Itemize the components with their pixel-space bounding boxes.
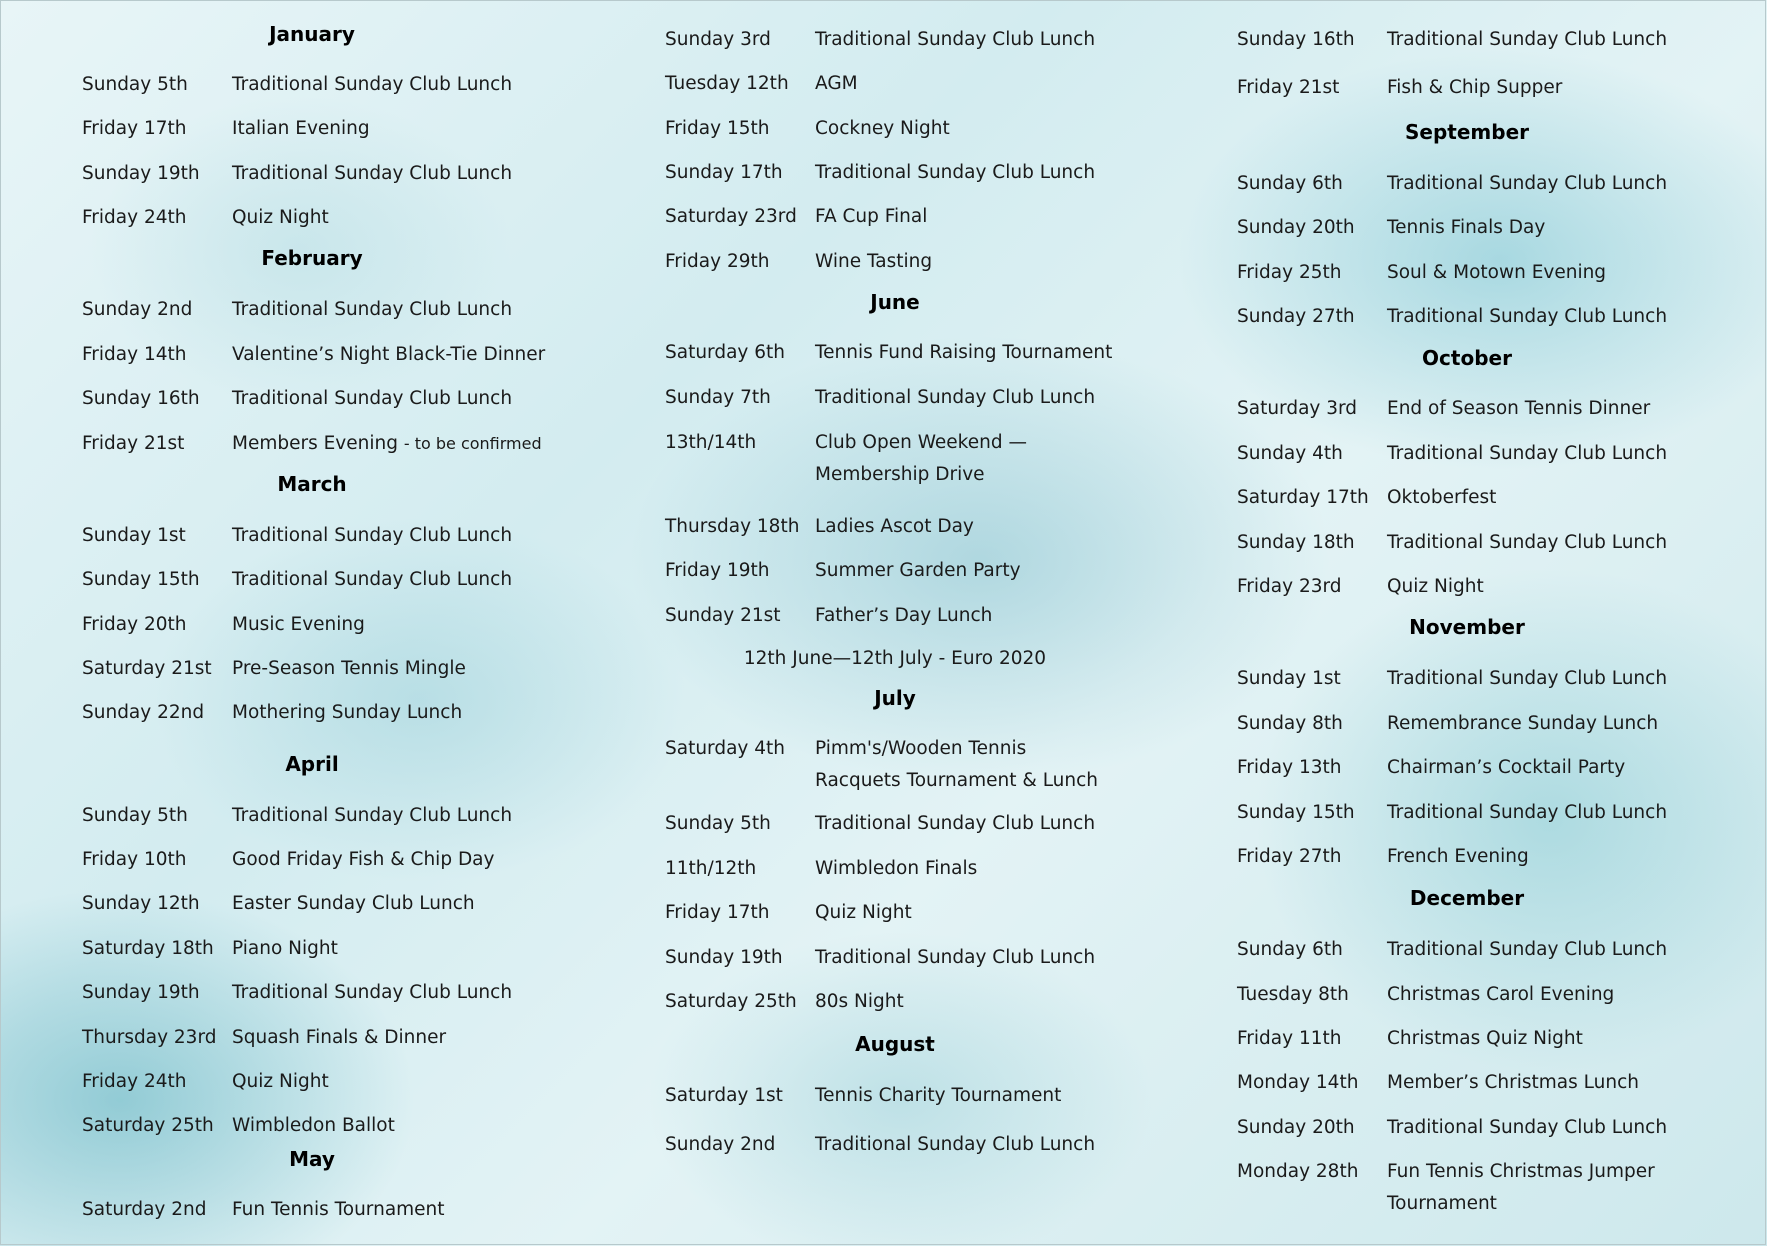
event-row [665, 733, 1125, 791]
event-title-text: Chairman’s Cocktail Party [1387, 757, 1626, 778]
event-date: Monday 28th [1237, 1161, 1359, 1182]
event-date: Sunday 3rd [665, 29, 771, 50]
event-title [232, 69, 512, 101]
event-row [82, 339, 546, 369]
event-row [1237, 1156, 1697, 1214]
event-title-text: Pimm's/Wooden Tennis [815, 738, 1027, 759]
event-row [665, 201, 1125, 231]
event-title [815, 113, 950, 145]
event-row [1237, 301, 1697, 331]
event-date: Friday 25th [1237, 262, 1342, 283]
event-title [232, 339, 545, 371]
event-title-text: Piano Night [232, 938, 338, 959]
event-date: Friday 23rd [1237, 576, 1342, 597]
event-date: Friday 21st [82, 433, 185, 454]
event-title-text: Music Evening [232, 614, 365, 635]
event-title-text: Quiz Night [232, 207, 329, 228]
event-title [232, 697, 462, 729]
event-row [82, 202, 542, 232]
event-row [82, 1194, 542, 1224]
event-title-text: Traditional Sunday Club Lunch [1387, 802, 1668, 823]
event-title [815, 733, 1098, 797]
event-title-text: Wimbledon Ballot [232, 1115, 395, 1136]
event-title [232, 1066, 329, 1098]
event-date: Friday 14th [82, 344, 187, 365]
section-note: 12th June—12th July - Euro 2020 [743, 648, 1047, 669]
event-row [1237, 663, 1697, 693]
month-heading: December [1409, 886, 1525, 910]
event-date: 13th/14th [665, 432, 757, 453]
event-title [232, 844, 494, 876]
event-row [82, 1110, 542, 1140]
event-title-text: End of Season Tennis Dinner [1387, 398, 1651, 419]
event-title-text: Mothering Sunday Lunch [232, 702, 463, 723]
event-title [815, 853, 977, 885]
event-date: Sunday 16th [1237, 29, 1355, 50]
event-title [1387, 212, 1545, 244]
event-title-text: Squash Finals & Dinner [232, 1027, 447, 1048]
event-title-text: Member’s Christmas Lunch [1387, 1072, 1639, 1093]
event-row [82, 1066, 542, 1096]
event-title [815, 1129, 1095, 1161]
event-date: Sunday 5th [665, 813, 771, 834]
event-title-text: Good Friday Fish & Chip Day [232, 849, 495, 870]
event-date: Friday 19th [665, 560, 770, 581]
event-title-text: Quiz Night [1387, 576, 1484, 597]
event-title-text: Ladies Ascot Day [815, 516, 974, 537]
event-title [1387, 301, 1667, 333]
month-heading: January [269, 22, 355, 46]
event-row [665, 382, 1125, 412]
event-title-text: Traditional Sunday Club Lunch [232, 299, 513, 320]
event-title-text: Traditional Sunday Club Lunch [232, 163, 513, 184]
event-title-line2: Tournament [1387, 1193, 1497, 1214]
event-title [232, 1110, 395, 1142]
event-title-text: Summer Garden Party [815, 560, 1021, 581]
event-title-text: Wimbledon Finals [815, 858, 978, 879]
event-row [82, 428, 542, 458]
event-row [1237, 438, 1697, 468]
event-title-text: Traditional Sunday Club Lunch [1387, 29, 1668, 50]
event-title-line2: Membership Drive [815, 464, 985, 485]
event-title [232, 202, 329, 234]
event-title-text: Italian Evening [232, 118, 370, 139]
event-date: Sunday 15th [82, 569, 200, 590]
month-heading: June [870, 290, 920, 314]
event-title-text: Father’s Day Lunch [815, 605, 993, 626]
event-title [232, 520, 512, 552]
event-row [1237, 212, 1697, 242]
event-row [665, 157, 1125, 187]
event-title-text: Fun Tennis Christmas Jumper [1387, 1161, 1655, 1182]
event-title [815, 511, 974, 543]
event-title [1387, 1023, 1583, 1055]
event-title [815, 808, 1095, 840]
event-title [1387, 393, 1650, 425]
event-title-text: Traditional Sunday Club Lunch [815, 1134, 1096, 1155]
event-date: Sunday 22nd [82, 702, 205, 723]
event-date: Sunday 15th [1237, 802, 1355, 823]
event-title [1387, 1112, 1667, 1144]
event-date: Sunday 21st [665, 605, 781, 626]
event-title-text: Traditional Sunday Club Lunch [1387, 1117, 1668, 1138]
event-row [82, 294, 542, 324]
event-date: Sunday 16th [82, 388, 200, 409]
event-title [815, 600, 992, 632]
event-row [82, 697, 542, 727]
event-date: 11th/12th [665, 858, 757, 879]
event-date: Sunday 6th [1237, 939, 1343, 960]
event-row [1237, 841, 1697, 871]
event-date: Friday 29th [665, 251, 770, 272]
event-date: Sunday 20th [1237, 217, 1355, 238]
event-title-text: Christmas Carol Evening [1387, 984, 1615, 1005]
event-date: Tuesday 12th [665, 73, 789, 94]
event-date: Sunday 18th [1237, 532, 1355, 553]
event-date: Friday 15th [665, 118, 770, 139]
event-row [1237, 393, 1697, 423]
event-title-text: Cockney Night [815, 118, 950, 139]
event-title-text: Fish & Chip Supper [1387, 77, 1563, 98]
event-title [815, 68, 858, 100]
event-row [1237, 168, 1697, 198]
event-title [1387, 841, 1529, 873]
event-date: Friday 21st [1237, 77, 1340, 98]
month-heading: April [285, 752, 339, 776]
event-title [1387, 708, 1658, 740]
event-date: Friday 24th [82, 1071, 187, 1092]
event-title-text: Traditional Sunday Club Lunch [232, 388, 513, 409]
event-row [82, 113, 542, 143]
event-date: Sunday 12th [82, 893, 200, 914]
event-date: Friday 27th [1237, 846, 1342, 867]
event-title-text: Valentine’s Night Black-Tie Dinner [232, 344, 546, 365]
event-title-text: Tennis Fund Raising Tournament [815, 342, 1113, 363]
event-row [82, 888, 542, 918]
event-title [232, 1194, 445, 1226]
event-row [82, 800, 542, 830]
event-date: Tuesday 8th [1237, 984, 1349, 1005]
event-date: Saturday 4th [665, 738, 785, 759]
event-date: Sunday 5th [82, 74, 188, 95]
event-title [232, 933, 338, 965]
event-title-text: Traditional Sunday Club Lunch [1387, 668, 1668, 689]
month-heading: May [289, 1147, 335, 1171]
event-title-text: Traditional Sunday Club Lunch [1387, 532, 1668, 553]
event-date: Sunday 19th [82, 163, 200, 184]
event-date: Sunday 7th [665, 387, 771, 408]
event-date: Sunday 8th [1237, 713, 1343, 734]
event-row [665, 68, 1125, 98]
event-row [82, 520, 542, 550]
event-title [815, 201, 927, 233]
event-title-text: Remembrance Sunday Lunch [1387, 713, 1659, 734]
event-row [665, 808, 1125, 838]
event-date: Sunday 27th [1237, 306, 1355, 327]
event-row [665, 986, 1125, 1016]
event-row [1237, 979, 1697, 1009]
event-row [82, 69, 542, 99]
event-title-note: - to be confirmed [403, 434, 542, 453]
event-row [82, 933, 542, 963]
event-row [665, 511, 1125, 541]
event-title [232, 888, 475, 920]
event-title [232, 609, 365, 641]
event-title [232, 383, 512, 415]
event-title-text: Pre-Season Tennis Mingle [232, 658, 466, 679]
event-row [1237, 1067, 1697, 1097]
event-date: Saturday 25th [82, 1115, 214, 1136]
event-date: Saturday 2nd [82, 1199, 207, 1220]
event-title-text: Oktoberfest [1387, 487, 1497, 508]
event-row [1237, 934, 1697, 964]
event-title-text: Traditional Sunday Club Lunch [1387, 173, 1668, 194]
event-date: Friday 20th [82, 614, 187, 635]
event-title-text: Traditional Sunday Club Lunch [232, 982, 513, 1003]
event-title-text: Traditional Sunday Club Lunch [815, 387, 1096, 408]
event-row [82, 609, 542, 639]
event-date: Sunday 17th [665, 162, 783, 183]
event-date: Sunday 2nd [665, 1134, 776, 1155]
event-title [815, 897, 912, 929]
event-title [232, 113, 370, 145]
event-date: Sunday 6th [1237, 173, 1343, 194]
event-title-text: Quiz Night [232, 1071, 329, 1092]
event-row [82, 383, 542, 413]
event-title-text: Traditional Sunday Club Lunch [232, 805, 513, 826]
event-title [815, 942, 1095, 974]
event-title [1387, 1067, 1639, 1099]
event-row [665, 246, 1125, 276]
event-title [232, 564, 512, 596]
event-title [232, 800, 512, 832]
event-title [1387, 527, 1667, 559]
event-row [82, 653, 542, 683]
event-title-text: Traditional Sunday Club Lunch [815, 947, 1096, 968]
event-title [1387, 571, 1484, 603]
event-row [665, 555, 1125, 585]
event-date: Sunday 19th [665, 947, 783, 968]
event-title [1387, 1156, 1655, 1220]
event-title-text: 80s Night [815, 991, 904, 1012]
month-heading: February [261, 246, 363, 270]
event-row [1237, 482, 1697, 512]
event-title [232, 294, 512, 326]
event-title [1387, 663, 1667, 695]
event-title-line2: Racquets Tournament & Lunch [815, 770, 1099, 791]
event-date: Sunday 5th [82, 805, 188, 826]
event-row [1237, 708, 1697, 738]
event-date: Sunday 20th [1237, 1117, 1355, 1138]
event-title [1387, 257, 1606, 289]
event-title-text: Fun Tennis Tournament [232, 1199, 445, 1220]
event-title [1387, 934, 1667, 966]
event-title-text: Traditional Sunday Club Lunch [232, 569, 513, 590]
event-date: Friday 10th [82, 849, 187, 870]
event-row [1237, 752, 1697, 782]
event-row [665, 113, 1125, 143]
event-title [1387, 168, 1667, 200]
event-date: Saturday 1st [665, 1085, 783, 1106]
event-title-text: Tennis Finals Day [1387, 217, 1546, 238]
event-row [1237, 1112, 1697, 1142]
event-title [815, 382, 1095, 414]
event-title-text: Traditional Sunday Club Lunch [1387, 939, 1668, 960]
month-heading: October [1422, 346, 1512, 370]
event-date: Saturday 3rd [1237, 398, 1358, 419]
event-title [815, 157, 1095, 189]
event-title [1387, 24, 1667, 56]
event-date: Saturday 18th [82, 938, 214, 959]
event-title-text: Wine Tasting [815, 251, 933, 272]
event-title-text: Traditional Sunday Club Lunch [815, 162, 1096, 183]
event-title [232, 1022, 446, 1054]
event-date: Saturday 6th [665, 342, 785, 363]
event-date: Sunday 1st [1237, 668, 1341, 689]
event-title-text: Members Evening [232, 433, 404, 454]
event-title-text: Christmas Quiz Night [1387, 1028, 1583, 1049]
event-title [815, 986, 904, 1018]
event-title-text: Traditional Sunday Club Lunch [815, 813, 1096, 834]
event-row [665, 853, 1125, 883]
month-heading: November [1409, 615, 1525, 639]
event-date: Saturday 25th [665, 991, 797, 1012]
month-heading: March [277, 472, 347, 496]
event-title [815, 555, 1021, 587]
event-row [665, 24, 1125, 54]
event-row [1237, 527, 1697, 557]
event-title [1387, 752, 1625, 784]
event-row [665, 1129, 1125, 1159]
event-date: Friday 11th [1237, 1028, 1342, 1049]
event-date: Friday 13th [1237, 757, 1342, 778]
event-date: Friday 17th [82, 118, 187, 139]
event-date: Sunday 1st [82, 525, 186, 546]
event-date: Friday 24th [82, 207, 187, 228]
event-row [1237, 571, 1697, 601]
event-row [665, 1080, 1125, 1110]
event-row [82, 977, 542, 1007]
event-title [815, 24, 1095, 56]
event-title [1387, 482, 1496, 514]
event-row [82, 158, 542, 188]
event-title-text: Traditional Sunday Club Lunch [232, 525, 513, 546]
event-date: Saturday 21st [82, 658, 212, 679]
event-title-text: Tennis Charity Tournament [815, 1085, 1062, 1106]
event-row [665, 897, 1125, 927]
event-title [815, 427, 1027, 491]
month-heading: August [855, 1032, 935, 1056]
event-date: Sunday 2nd [82, 299, 193, 320]
event-row [1237, 24, 1697, 54]
event-row [665, 427, 1125, 485]
event-date: Thursday 23rd [82, 1027, 217, 1048]
event-title-text: Quiz Night [815, 902, 912, 923]
event-date: Sunday 4th [1237, 443, 1343, 464]
event-title [1387, 72, 1562, 104]
event-title-text: Traditional Sunday Club Lunch [1387, 443, 1668, 464]
event-row [665, 600, 1125, 630]
event-title-text: Traditional Sunday Club Lunch [232, 74, 513, 95]
event-date: Saturday 23rd [665, 206, 797, 227]
event-title-text: Traditional Sunday Club Lunch [1387, 306, 1668, 327]
event-date: Monday 14th [1237, 1072, 1359, 1093]
month-heading: September [1405, 120, 1529, 144]
event-title [815, 246, 932, 278]
event-title-text: Soul & Motown Evening [1387, 262, 1607, 283]
event-row [1237, 797, 1697, 827]
event-title [232, 977, 512, 1009]
event-row [82, 564, 542, 594]
event-date: Sunday 19th [82, 982, 200, 1003]
event-title [232, 158, 512, 190]
event-date: Thursday 18th [665, 516, 800, 537]
event-title-text: Easter Sunday Club Lunch [232, 893, 475, 914]
event-row [665, 337, 1125, 367]
event-row [82, 1022, 542, 1052]
event-title [1387, 979, 1614, 1011]
event-row [1237, 257, 1697, 287]
event-title-text: Traditional Sunday Club Lunch [815, 29, 1096, 50]
event-title-text: French Evening [1387, 846, 1529, 867]
event-title-text: FA Cup Final [815, 206, 928, 227]
event-title [232, 653, 466, 685]
event-row [1237, 1023, 1697, 1053]
event-date: Friday 17th [665, 902, 770, 923]
event-row [665, 942, 1125, 972]
event-row [1237, 72, 1697, 102]
event-title-text: Club Open Weekend — [815, 432, 1027, 453]
event-title-text: AGM [815, 73, 858, 94]
event-date: Saturday 17th [1237, 487, 1369, 508]
event-title [815, 1080, 1061, 1112]
month-heading: July [874, 686, 916, 710]
event-title [815, 337, 1112, 369]
event-title [232, 428, 542, 460]
event-row [82, 844, 542, 874]
event-title [1387, 797, 1667, 829]
event-title [1387, 438, 1667, 470]
